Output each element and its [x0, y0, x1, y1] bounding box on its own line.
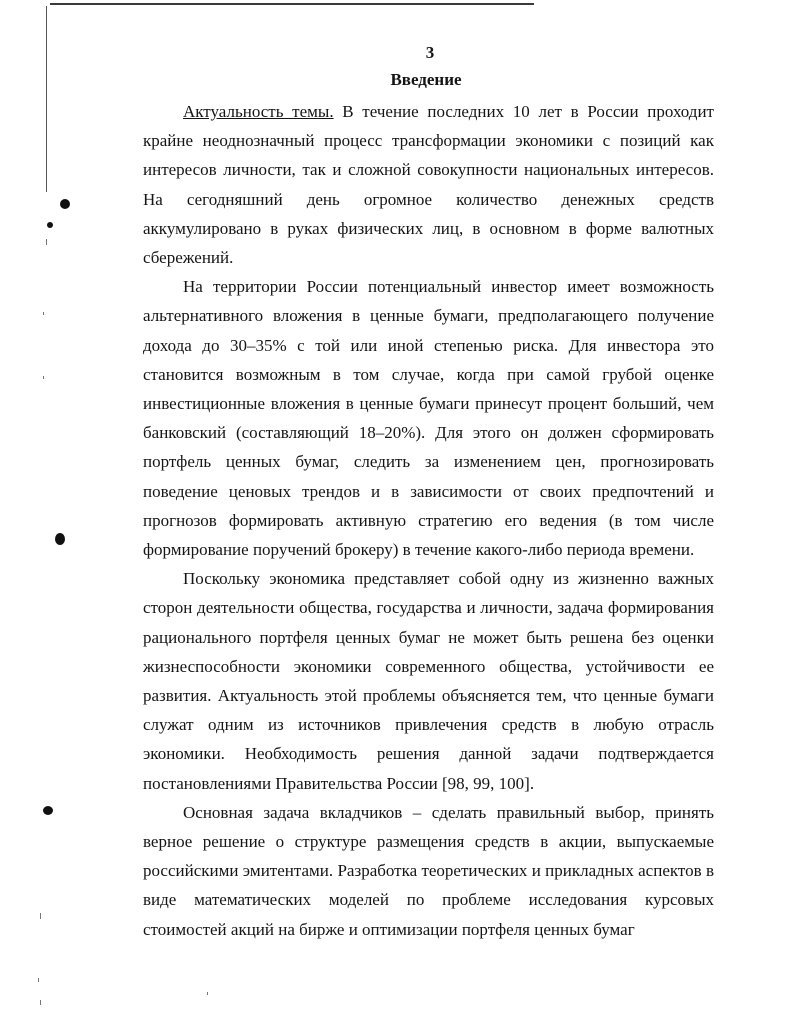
paragraph-relevance — [143, 97, 714, 272]
paragraph-text: В течение последних 10 лет в России проходит крайне неоднозначный процесс трансформации экономики с позиций как интересов личности, так и сложной совокупности национальных интересов. На сегодняшний день огромное количество денежных средств аккумулировано в руках физических лиц, в основном в форме валютных сбережений. — [143, 102, 714, 268]
scan-speck — [207, 992, 208, 995]
scan-speck — [43, 312, 44, 315]
document-body — [143, 97, 714, 944]
scan-punch-mark — [47, 222, 53, 228]
scan-speck — [46, 239, 47, 245]
scan-speck — [43, 376, 44, 379]
scan-punch-mark — [55, 533, 65, 545]
scan-speck — [40, 1000, 41, 1005]
section-lead-label: Актуальность темы. — [183, 102, 334, 121]
paragraph-economy: Поскольку экономика представляет собой одну из жизненно важных сторон деятельности общества, государства и личности, задача формирования рационального портфеля ценных бумаг не может быть решена без оценки жизнеспособности экономики современного общества, устойчивости ее развития. Актуальность этой проблемы объясняется тем, что ценные бумаги служат одним из источников привлечения средств в любую отрасль экономики. Необходимость решения данной задачи подтверждается постановлениями Правительства России [98, 99, 100]. — [143, 569, 714, 793]
scan-top-edge-line — [50, 3, 534, 5]
page-title: Введение — [390, 70, 462, 89]
scan-left-margin-line — [46, 6, 47, 192]
paragraph-investor: На территории России потенциальный инвестор имеет возможность альтернативного вложения в ценные бумаги, предполагающего получение дохода до 30–35% с той или иной степенью риска. Для инвестора это становится возможным в том случае, когда при самой грубой оценке инвестиционные вложения в ценные бумаги принесут процент больший, чем банковский (составляющий 18–20%). Для этого он должен сформировать портфель ценных бумаг, следить за изменением цен, прогнозировать поведение ценовых трендов и в зависимости от своих предпочтений и прогнозов формировать активную стратегию его ведения (в том числе формирование поручений брокеру) в течение какого-либо периода времени. — [143, 277, 714, 560]
page-number: 3 — [425, 43, 435, 62]
scan-punch-mark — [60, 199, 70, 209]
paragraph-main-task: Основная задача вкладчиков – сделать правильный выбор, принять верное решение о структуре размещения средств в акции, выпускаемые российскими эмитентами. Разработка теоретических и прикладных аспектов в виде математических моделей по проблеме исследования курсовых стоимостей акций на бирже и оптимизации портфеля ценных бумаг — [143, 802, 714, 939]
scan-speck — [40, 913, 41, 919]
scan-speck — [38, 978, 39, 982]
scan-punch-mark — [43, 806, 53, 815]
